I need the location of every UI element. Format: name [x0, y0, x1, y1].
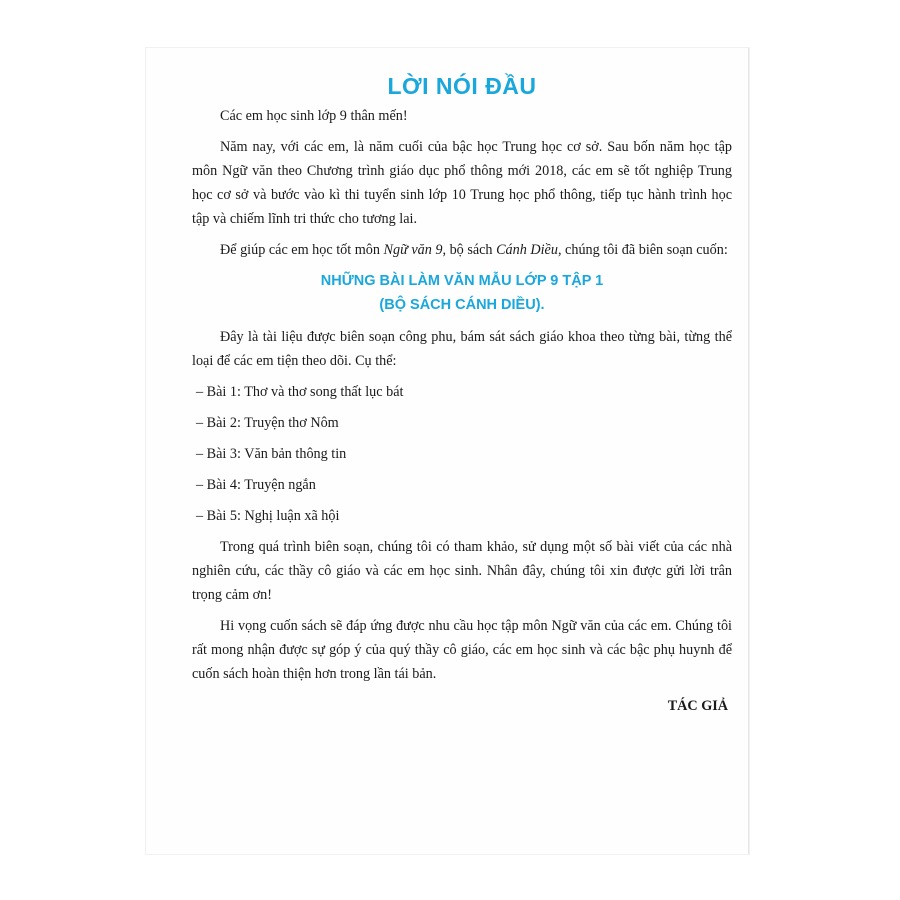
paragraph-intro: Năm nay, với các em, là năm cuối của bậc học Trung học cơ sở. Sau bốn năm học tập môn Ngữ văn theo Chương trình giáo dục phổ thông mới 2018, các em sẽ tốt nghiệp Trung học cơ sở và bước vào kì thi tuyển sinh lớp 10 Trung học phổ thông, tiếp tục hành trình học tập và chiếm lĩnh tri thức cho tương lai.: [192, 139, 732, 227]
series-name: Cánh Diều: [496, 242, 558, 258]
lesson-item: – Bài 3: Văn bản thông tin: [196, 446, 347, 462]
page-content: [192, 70, 732, 725]
page-title: LỜI NÓI ĐẦU: [387, 73, 537, 99]
book-title: [192, 269, 732, 317]
paragraph-acknowledgement: Trong quá trình biên soạn, chúng tôi có tham khảo, sử dụng một số bài viết của các nhà nghiên cứu, các thầy cô giáo và các em học sinh. Nhân đây, chúng tôi xin được gửi lời trân trọng cảm ơn!: [192, 539, 732, 603]
paragraph-closing: Hi vọng cuốn sách sẽ đáp ứng được nhu cầu học tập môn Ngữ văn của các em. Chúng tôi rất mong nhận được sự góp ý của quý thầy cô giáo, các em học sinh và các bậc phụ huynh để cuốn sách hoàn thiện hơn trong lần tái bản.: [192, 618, 732, 682]
greeting: Các em học sinh lớp 9 thân mến!: [220, 108, 408, 124]
paragraph-description: Đây là tài liệu được biên soạn công phu, bám sát sách giáo khoa theo từng bài, từng thể loại để các em tiện theo dõi. Cụ thể:: [192, 329, 732, 369]
book-title-line-2: (BỘ SÁCH CÁNH DIỀU).: [379, 297, 545, 313]
paragraph-purpose: [192, 238, 732, 262]
author-signature: TÁC GIẢ: [667, 698, 728, 714]
lesson-item: – Bài 2: Truyện thơ Nôm: [196, 415, 339, 431]
purpose-text-1: Để giúp các em học tốt môn: [220, 242, 384, 258]
subject-name: Ngữ văn 9: [383, 242, 443, 258]
purpose-text-2: , bộ sách: [442, 242, 497, 258]
lesson-item: – Bài 4: Truyện ngắn: [196, 477, 316, 493]
book-title-line-1: NHỮNG BÀI LÀM VĂN MẪU LỚP 9 TẬP 1: [320, 273, 604, 289]
lesson-item: – Bài 5: Nghị luận xã hội: [196, 508, 340, 524]
purpose-text-3: , chúng tôi đã biên soạn cuốn:: [557, 242, 728, 258]
book-page: [146, 48, 749, 854]
lesson-item: – Bài 1: Thơ và thơ song thất lục bát: [196, 384, 404, 400]
